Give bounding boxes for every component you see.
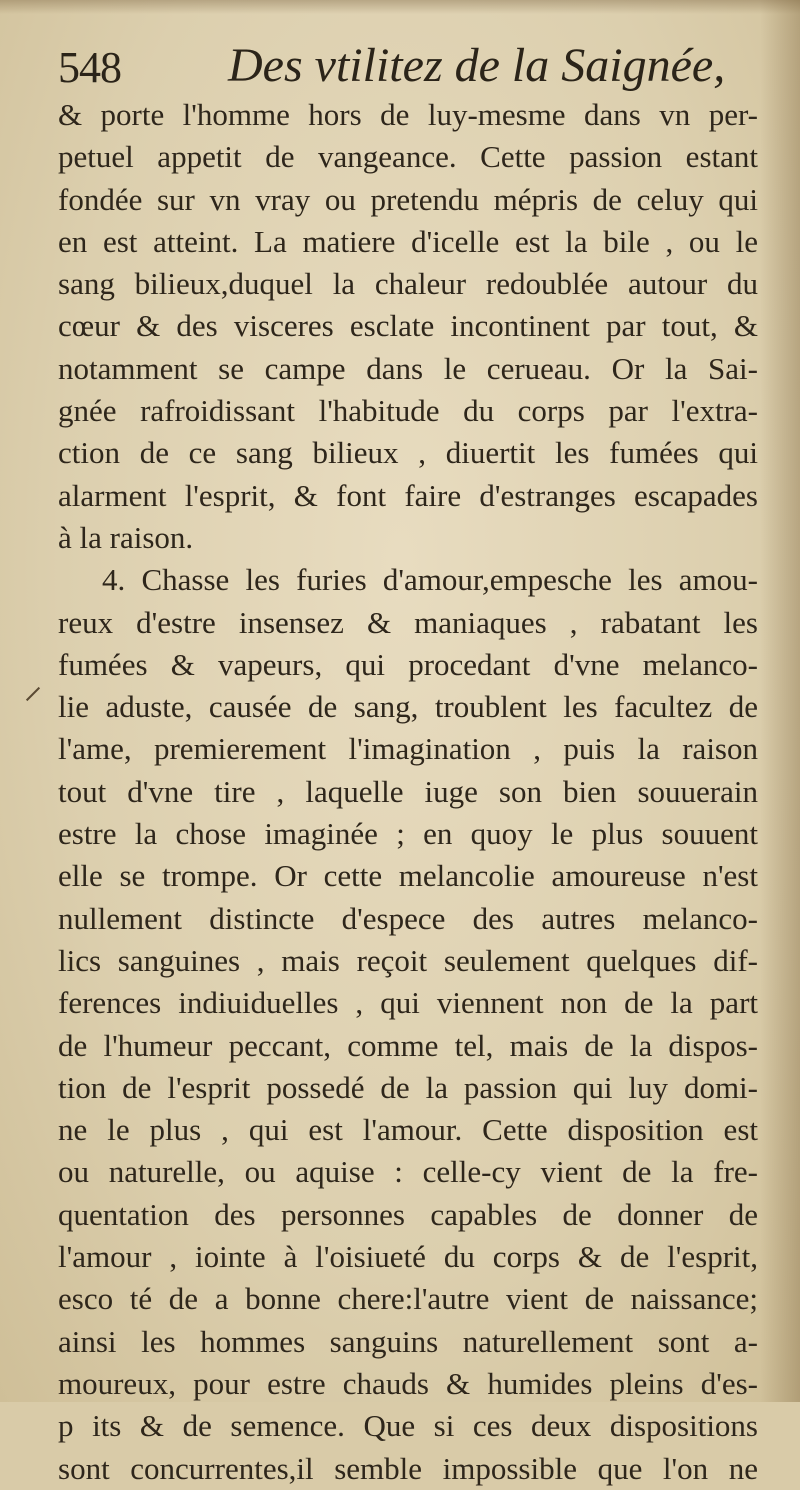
text-line: cœur & des visceres esclate incontinent par tout, & — [58, 308, 758, 344]
text-line: alarment l'esprit, & font faire d'estranges escapades — [58, 477, 758, 513]
text-line: lie aduste, causée de sang, troublent les facultez de — [58, 689, 758, 725]
text-line: ou naturelle, ou aquise : celle-cy vient de la fre- — [58, 1154, 758, 1190]
text-line: nullement distincte d'espece des autres melanco- — [58, 900, 758, 936]
text-line: elle se trompe. Or cette melancolie amoureuse n'est — [58, 858, 758, 894]
text-line: quentation des personnes capables de donner de — [58, 1196, 758, 1232]
text-line: p its & de semence. Que si ces deux dispositions — [58, 1408, 758, 1444]
running-title: Des vtilitez de la Saignée, — [228, 39, 726, 92]
text-line: & porte l'homme hors de luy-mesme dans vn per- — [58, 97, 758, 132]
text-line: sont concurrentes,il semble impossible que l'on ne — [58, 1450, 758, 1486]
text-line: gnée rafroidissant l'habitude du corps par l'extra- — [58, 393, 758, 429]
paragraph-start-line: 4. Chasse les furies d'amour,empesche les amou- — [102, 562, 758, 598]
text-line: petuel appetit de vangeance. Cette passion estant — [58, 139, 758, 175]
text-line: ction de ce sang bilieux , diuertit les fumées qui — [58, 435, 758, 471]
text-line: estre la chose imaginée ; en quoy le plus souuent — [58, 816, 758, 852]
text-line: l'amour , iointe à l'oisiueté du corps & de l'esprit, — [58, 1239, 758, 1275]
margin-mark — [26, 687, 40, 701]
page-header — [58, 28, 748, 98]
text-line: tion de l'esprit possedé de la passion qui luy domi- — [58, 1069, 758, 1105]
text-line: moureux, pour estre chauds & humides pleins d'es- — [58, 1365, 758, 1401]
body-text — [58, 94, 758, 1490]
text-line: lics sanguines , mais reçoit seulement quelques dif- — [58, 942, 758, 978]
text-line: l'ame, premierement l'imagination , puis la raison — [58, 731, 758, 767]
text-line: à la raison. — [58, 519, 194, 555]
spine-shadow — [760, 0, 800, 1402]
text-line: sang bilieux,duquel la chaleur redoublée autour du — [58, 266, 758, 302]
text-line: ne le plus , qui est l'amour. Cette disposition est — [58, 1112, 758, 1148]
text-line: esco té de a bonne chere:l'autre vient de naissance; — [58, 1281, 758, 1317]
text-line: fumées & vapeurs, qui procedant d'vne melanco- — [58, 646, 758, 682]
text-line: ferences indiuiduelles , qui viennent non de la part — [58, 985, 758, 1021]
text-line: de l'humeur peccant, comme tel, mais de la dispos- — [58, 1027, 758, 1063]
page-top-shadow — [0, 0, 800, 14]
text-line: fondée sur vn vray ou pretendu mépris de celuy qui — [58, 181, 758, 217]
text-line: reux d'estre insensez & maniaques , rabatant les — [58, 604, 758, 640]
text-line: notamment se campe dans le cerueau. Or la Sai- — [58, 350, 758, 386]
text-line: en est atteint. La matiere d'icelle est la bile , ou le — [58, 223, 758, 259]
page-number: 548 — [58, 43, 121, 92]
text-line: ainsi les hommes sanguins naturellement sont a- — [58, 1323, 758, 1359]
text-line: tout d'vne tire , laquelle iuge son bien souuerain — [58, 773, 758, 809]
